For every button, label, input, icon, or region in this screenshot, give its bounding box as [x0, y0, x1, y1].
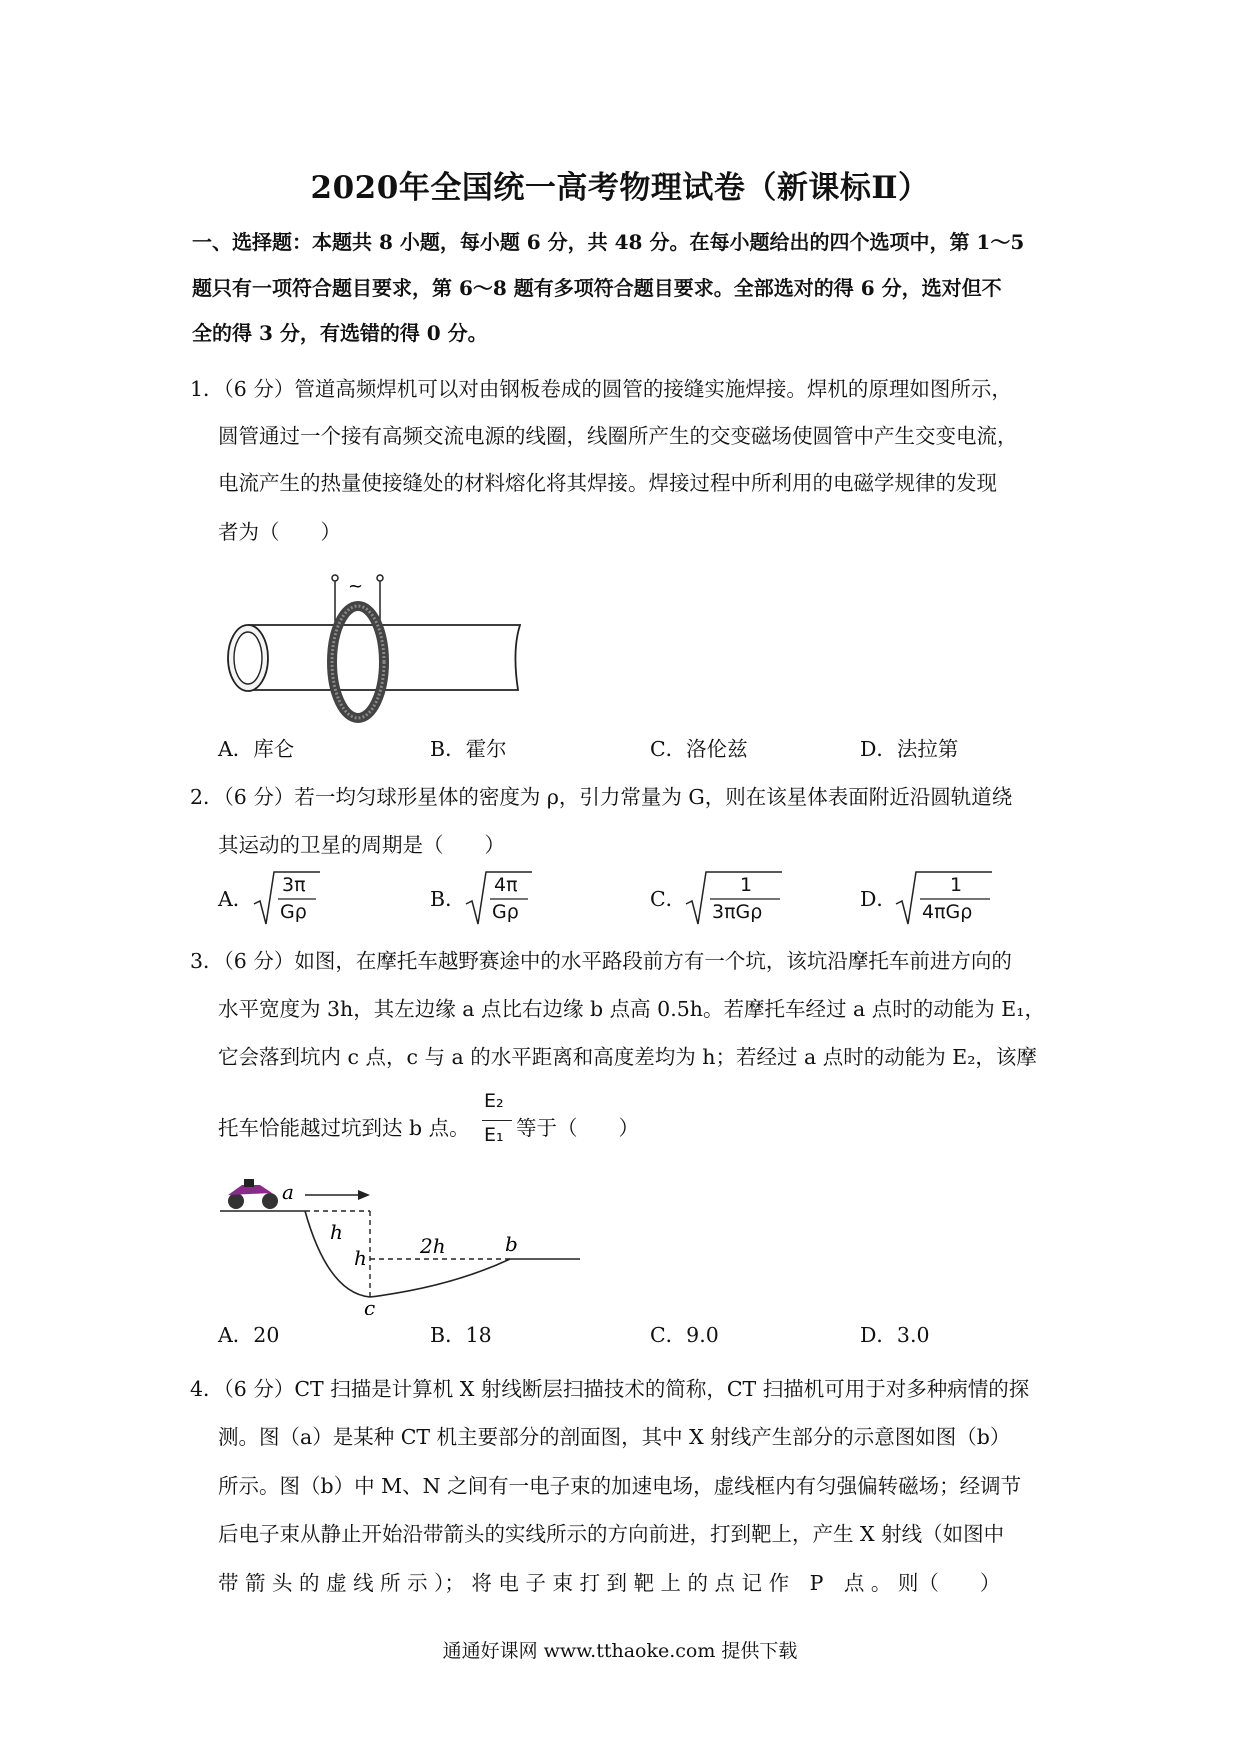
page-footer: 通通好课网 www.tthaoke.com 提供下载 — [442, 1640, 798, 1662]
q2-line-2: 其运动的卫星的周期是（ ） — [218, 833, 505, 857]
q2-option-c-formula — [684, 868, 784, 928]
q2-option-d-formula — [894, 868, 994, 928]
q3-line-2: 水平宽度为 3h，其左边缘 a 点比右边缘 b 点高 0.5h。若摩托车经过 a 点时的动能为 E₁， — [218, 997, 1045, 1021]
q2-b-numerator: 4π — [494, 874, 518, 896]
section-heading-line-1: 一、选择题：本题共 8 小题，每小题 6 分，共 48 分。在每小题给出的四个选项中，第 1～5 — [192, 230, 1025, 254]
q4-line-2: 测。图（a）是某种 CT 机主要部分的剖面图，其中 X 射线产生部分的示意图如图（b） — [218, 1425, 1011, 1449]
q3-line-1: 3．（6 分）如图，在摩托车越野赛途中的水平路段前方有一个坑，该坑沿摩托车前进方向的 — [190, 949, 1012, 973]
q3-motorcycle-pit-figure — [220, 1175, 590, 1315]
q1-option-a: A．库仑 — [218, 737, 295, 761]
q3-option-b: B．18 — [430, 1323, 492, 1347]
q1-line-4: 者为（ ） — [218, 520, 341, 544]
ac-symbol: ~ — [348, 576, 364, 597]
motorcycle-icon — [228, 1179, 278, 1209]
q1-option-b: B．霍尔 — [430, 737, 507, 761]
q2-c-denominator: 3πGρ — [712, 901, 763, 923]
q1-line-1: 1．（6 分）管道高频焊机可以对由钢板卷成的圆管的接缝实施焊接。焊机的原理如图所示， — [190, 377, 1012, 401]
width-2h-label: 2h — [420, 1234, 446, 1258]
q2-option-d-letter: D． — [860, 887, 897, 911]
height-h-label-1: h — [330, 1220, 343, 1244]
q2-option-c-letter: C． — [650, 887, 687, 911]
q1-pipe-coil-figure — [220, 570, 540, 730]
q2-line-1: 2．（6 分）若一均匀球形星体的密度为 ρ，引力常量为 G，则在该星体表面附近沿圆轨道绕 — [190, 785, 1013, 809]
q3-line-4-start: 托车恰能越过坑到达 b 点。 — [218, 1116, 470, 1140]
q3-line-4-end: 等于（ ） — [516, 1116, 639, 1140]
q2-d-numerator: 1 — [950, 874, 963, 896]
q2-b-denominator: Gρ — [492, 901, 519, 923]
q2-option-a-letter: A． — [218, 887, 254, 911]
section-heading-line-3: 全的得 3 分，有选错的得 0 分。 — [192, 321, 488, 345]
q2-a-numerator: 3π — [282, 874, 306, 896]
q2-option-a-formula — [252, 868, 322, 928]
q4-line-4: 后电子束从静止开始沿带箭头的实线所示的方向前进，打到靶上，产生 X 射线（如图中 — [218, 1522, 1005, 1546]
q4-line-3: 所示。图（b）中 M、N 之间有一电子束的加速电场，虚线框内有匀强偏转磁场；经调节 — [218, 1474, 1022, 1498]
q3-fraction-denominator: E₁ — [484, 1124, 504, 1146]
q1-option-c: C．洛伦兹 — [650, 737, 748, 761]
q1-option-d: D．法拉第 — [860, 737, 959, 761]
q2-d-denominator: 4πGρ — [922, 901, 973, 923]
q4-line-1: 4．（6 分）CT 扫描是计算机 X 射线断层扫描技术的简称，CT 扫描机可用于对多种病情的探 — [190, 1377, 1030, 1401]
page-title: 2020年全国统一高考物理试卷（新课标Ⅱ） — [310, 170, 930, 206]
q3-option-d: D．3.0 — [860, 1323, 930, 1347]
q3-line-3: 它会落到坑内 c 点，c 与 a 的水平距离和高度差均为 h；若经过 a 点时的动能为 E₂，该摩 — [218, 1045, 1037, 1069]
q1-line-3: 电流产生的热量使接缝处的材料熔化将其焊接。焊接过程中所利用的电磁学规律的发现 — [218, 471, 997, 495]
point-c-label: c — [364, 1296, 376, 1315]
q1-line-2: 圆管通过一个接有高频交流电源的线圈，线圈所产生的交变磁场使圆管中产生交变电流， — [218, 424, 1018, 448]
point-a-label: a — [282, 1180, 294, 1204]
section-heading-line-2: 题只有一项符合题目要求，第 6～8 题有多项符合题目要求。全部选对的得 6 分，选对但不 — [192, 276, 1002, 300]
q3-option-c: C．9.0 — [650, 1323, 719, 1347]
q2-option-b-letter: B． — [430, 887, 466, 911]
q3-fraction-bar — [482, 1120, 512, 1121]
q3-option-a: A．20 — [218, 1323, 280, 1347]
q3-fraction-numerator: E₂ — [484, 1090, 504, 1112]
q2-option-b-formula — [464, 868, 534, 928]
q4-line-5: 带 箭 头 的 虚 线 所 示 ）； 将 电 子 束 打 到 靶 上 的 点 记 作 P 点 。 则（ ） — [218, 1571, 1001, 1595]
q2-c-numerator: 1 — [740, 874, 753, 896]
q2-a-denominator: Gρ — [280, 901, 307, 923]
height-h-label-2: h — [354, 1246, 367, 1270]
point-b-label: b — [505, 1232, 518, 1256]
